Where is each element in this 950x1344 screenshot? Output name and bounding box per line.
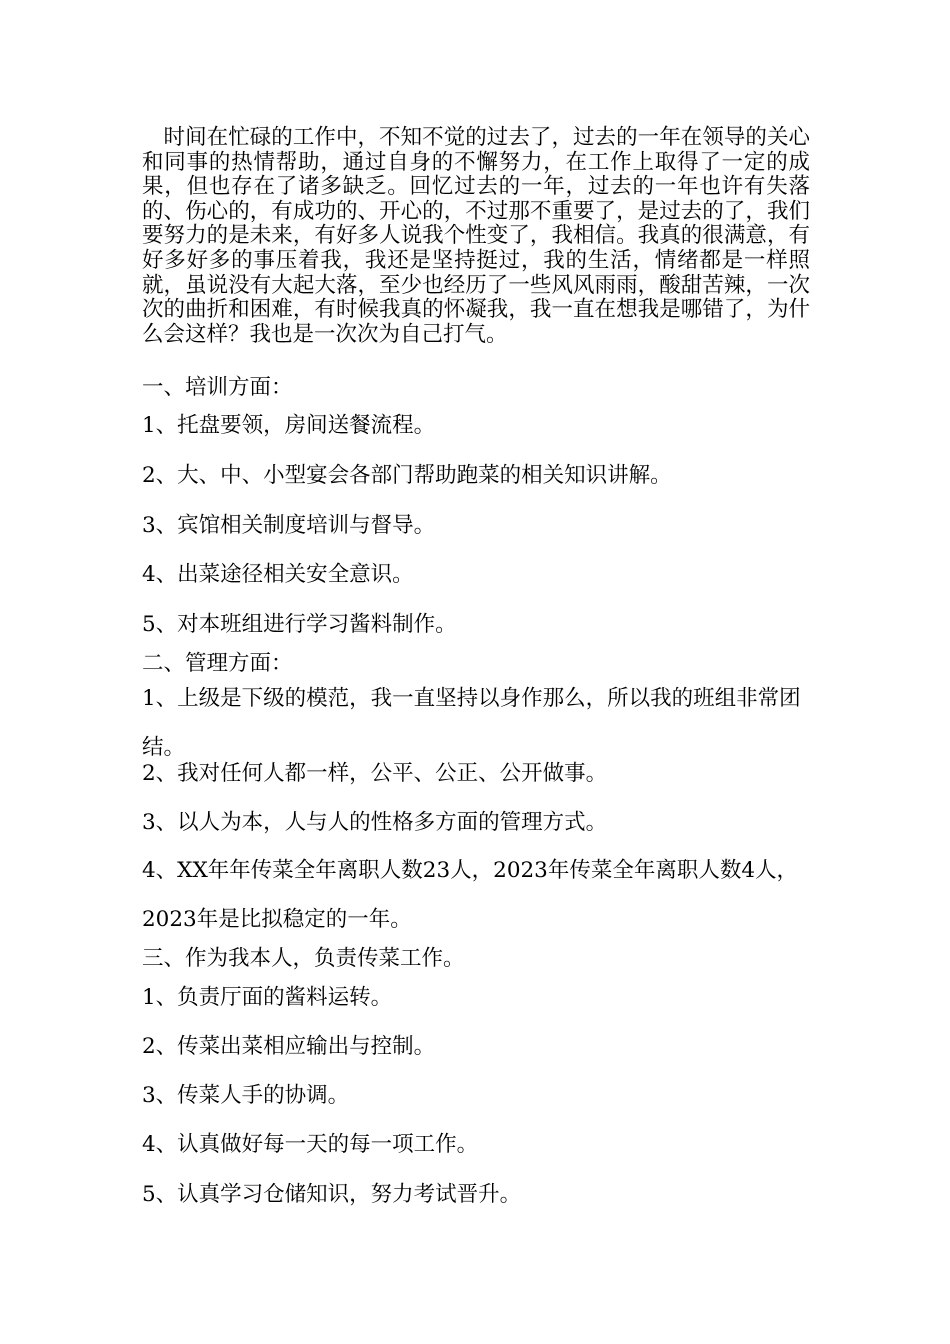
list-item: 2、大、中、小型宴会各部门帮助跑菜的相关知识讲解。 <box>142 463 672 488</box>
list-item: 1、托盘要领，房间送餐流程。 <box>142 413 436 438</box>
list-item: 5、认真学习仓储知识，努力考试晋升。 <box>142 1182 522 1207</box>
list-item: 4、出菜途径相关安全意识。 <box>142 562 414 587</box>
list-item: 5、对本班组进行学习酱料制作。 <box>142 612 457 637</box>
section-heading-duties: 三、作为我本人，负责传菜工作。 <box>142 946 465 971</box>
list-item: 2、我对任何人都一样，公平、公正、公开做事。 <box>142 761 608 786</box>
list-item: 4、认真做好每一天的每一项工作。 <box>142 1132 479 1157</box>
section-heading-training: 一、培训方面： <box>142 375 293 400</box>
list-item: 2、传菜出菜相应输出与控制。 <box>142 1034 436 1059</box>
list-item: 3、以人为本，人与人的性格多方面的管理方式。 <box>142 810 608 835</box>
list-item: 3、传菜人手的协调。 <box>142 1083 350 1108</box>
intro-paragraph: 时间在忙碌的工作中，不知不觉的过去了，过去的一年在领导的关心和同事的热情帮助，通过自身的不懈努力，在工作上取得了一定的成果，但也存在了诸多缺乏。回忆过去的一年，过去的一年也许有失落的、伤心的，有成功的、开心的，不过那不重要了，是过去的了，我们要努力的是未来，有好多人说我个性变了，我相信。我真的很满意，有好多好多的事压着我，我还是坚持挺过，我的生活，情绪都是一样照就，虽说没有大起大落，至少也经历了一些风风雨雨，酸甜苦辣，一次次的曲折和困难，有时候我真的怀凝我，我一直在想我是哪错了，为什么会这样？我也是一次次为自己打气。 <box>142 125 810 347</box>
list-item: 3、宾馆相关制度培训与督导。 <box>142 513 436 538</box>
section-heading-management: 二、管理方面： <box>142 651 293 676</box>
list-item: 1、上级是下级的模范，我一直坚持以身作那么，所以我的班组非常团结。 <box>142 686 801 760</box>
list-item: 4、XX年年传菜全年离职人数23人，2023年传菜全年离职人数4人， 2023年是比拟稳定的一年。 <box>142 858 799 932</box>
list-item: 1、负责厅面的酱料运转。 <box>142 985 393 1010</box>
